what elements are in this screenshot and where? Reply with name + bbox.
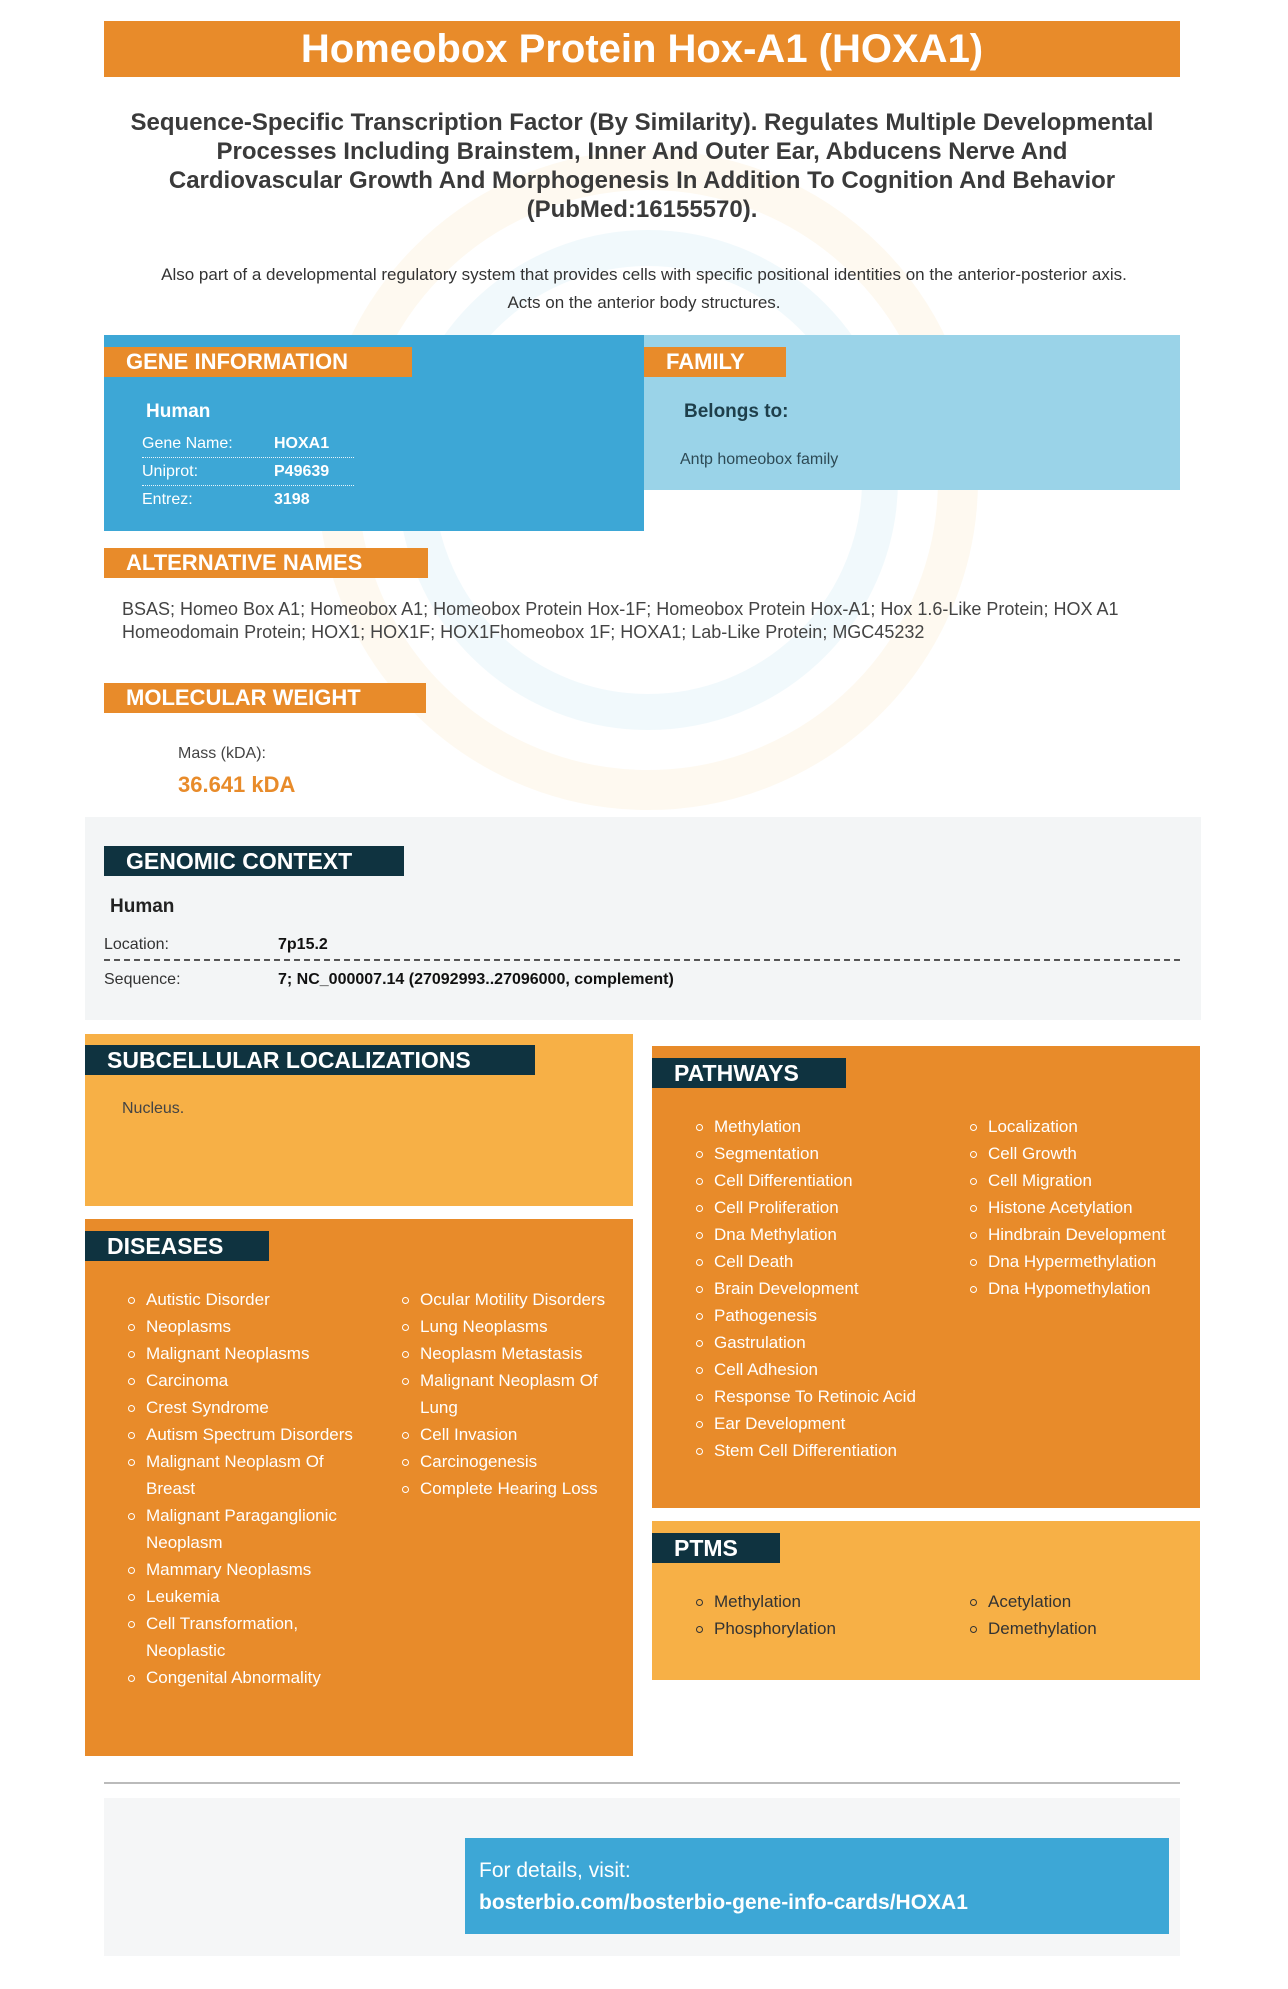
genomic-row (104, 928, 1180, 961)
pathway-item: Ear Development (696, 1410, 936, 1437)
function-summary-detail: Also part of a developmental regulatory system that provides cells with specific positional identities on the anterior-posterior axis. Acts on the anterior body structures. (161, 265, 1127, 312)
disease-item: Congenital Abnormality (128, 1664, 358, 1691)
gene-info-key: Uniprot: (142, 463, 199, 480)
ptms-heading: PTMS (652, 1533, 780, 1563)
pathway-item: Pathogenesis (696, 1302, 936, 1329)
family-belongs-label: Belongs to: (684, 401, 789, 422)
genomic-key: Sequence: (104, 971, 181, 988)
gene-info-key: Gene Name: (142, 435, 233, 452)
disease-item: Lung Neoplasms (402, 1313, 624, 1340)
gene-info-value: 3198 (274, 491, 310, 508)
mass-label: Mass (kDA): (178, 745, 266, 762)
pathway-item: Histone Acetylation (970, 1194, 1192, 1221)
family-heading: FAMILY (644, 347, 786, 377)
disease-item: Carcinoma (128, 1367, 358, 1394)
pathway-item: Localization (970, 1113, 1192, 1140)
pathway-item: Cell Growth (970, 1140, 1192, 1167)
gene-info-value: HOXA1 (274, 435, 330, 452)
gene-info-row (142, 458, 354, 486)
disease-item: Neoplasm Metastasis (402, 1340, 624, 1367)
details-link-box[interactable] (465, 1838, 1169, 1934)
pathway-item: Segmentation (696, 1140, 936, 1167)
pathway-item: Dna Methylation (696, 1221, 936, 1248)
pathways-heading: PATHWAYS (652, 1058, 846, 1088)
disease-item: Crest Syndrome (128, 1394, 358, 1421)
details-url[interactable]: bosterbio.com/bosterbio-gene-info-cards/HOXA1 (479, 1891, 968, 1914)
diseases-list-col2 (402, 1286, 624, 1502)
molecular-weight-heading: MOLECULAR WEIGHT (104, 683, 426, 713)
pathway-item: Stem Cell Differentiation (696, 1437, 936, 1464)
family-value: Antp homeobox family (680, 451, 839, 468)
pathway-item: Dna Hypomethylation (970, 1275, 1192, 1302)
diseases-heading: DISEASES (85, 1231, 269, 1261)
genomic-key: Location: (104, 936, 169, 953)
gene-information-heading: GENE INFORMATION (104, 347, 412, 377)
mass-value: 36.641 kDA (178, 772, 296, 797)
subcellular-heading: SUBCELLULAR LOCALIZATIONS (85, 1045, 535, 1075)
gene-info-species: Human (146, 401, 211, 422)
gene-info-row (142, 430, 354, 458)
disease-item: Leukemia (128, 1583, 358, 1610)
pathway-item: Cell Adhesion (696, 1356, 936, 1383)
pathway-item: Brain Development (696, 1275, 936, 1302)
genomic-value: 7p15.2 (278, 936, 328, 953)
disease-item: Complete Hearing Loss (402, 1475, 624, 1502)
ptm-item: Acetylation (970, 1588, 1192, 1615)
ptms-list-col1 (696, 1588, 936, 1642)
ptms-list-col2 (970, 1588, 1192, 1642)
genomic-species: Human (110, 896, 175, 917)
footer-divider (104, 1782, 1180, 1784)
genomic-context-heading: GENOMIC CONTEXT (104, 846, 404, 876)
disease-item: Autism Spectrum Disorders (128, 1421, 358, 1448)
disease-item: Cell Transformation, Neoplastic (128, 1610, 358, 1664)
genomic-value: 7; NC_000007.14 (27092993..27096000, complement) (278, 971, 674, 988)
diseases-list-col1 (128, 1286, 358, 1691)
disease-item: Ocular Motility Disorders (402, 1286, 624, 1313)
pathway-item: Hindbrain Development (970, 1221, 1192, 1248)
details-label: For details, visit: (479, 1859, 631, 1882)
disease-item: Autistic Disorder (128, 1286, 358, 1313)
page-title: Homeobox Protein Hox-A1 (HOXA1) (104, 21, 1180, 77)
alternative-names-text: BSAS; Homeo Box A1; Homeobox A1; Homeobox Protein Hox-1F; Homeobox Protein Hox-A1; Hox 1.6-Like Protein; HOX A1 Homeodomain Protein; HOX1; HOX1F; HOX1Fhomeobox 1F; HOXA1; Lab-Like Protein; MGC45232 (122, 599, 1119, 642)
pathway-item: Cell Proliferation (696, 1194, 936, 1221)
pathway-item: Gastrulation (696, 1329, 936, 1356)
subcellular-text: Nucleus. (122, 1100, 185, 1117)
disease-item: Mammary Neoplasms (128, 1556, 358, 1583)
disease-item: Malignant Neoplasm Of Lung (402, 1367, 624, 1421)
genomic-row (104, 963, 1180, 996)
pathway-item: Cell Death (696, 1248, 936, 1275)
pathway-item: Methylation (696, 1113, 936, 1140)
ptm-item: Methylation (696, 1588, 936, 1615)
function-summary: Sequence-Specific Transcription Factor (By Similarity). Regulates Multiple Developmental Processes Including Brainstem, Inner And Outer Ear, Abducens Nerve And Cardiovascular Growth And Morphogenesis In Addition To Cognition And Behavior (PubMed:16155570). (130, 109, 1154, 223)
disease-item: Carcinogenesis (402, 1448, 624, 1475)
alternative-names-heading: ALTERNATIVE NAMES (104, 548, 428, 578)
gene-info-key: Entrez: (142, 491, 193, 508)
pathway-item: Cell Differentiation (696, 1167, 936, 1194)
pathway-item: Cell Migration (970, 1167, 1192, 1194)
pathways-list-col1 (696, 1113, 936, 1464)
ptm-item: Phosphorylation (696, 1615, 936, 1642)
ptm-item: Demethylation (970, 1615, 1192, 1642)
pathways-list-col2 (970, 1113, 1192, 1302)
gene-info-row (142, 486, 354, 514)
disease-item: Neoplasms (128, 1313, 358, 1340)
pathway-item: Dna Hypermethylation (970, 1248, 1192, 1275)
gene-info-value: P49639 (274, 463, 330, 480)
disease-item: Malignant Paraganglionic Neoplasm (128, 1502, 358, 1556)
disease-item: Malignant Neoplasms (128, 1340, 358, 1367)
disease-item: Malignant Neoplasm Of Breast (128, 1448, 358, 1502)
disease-item: Cell Invasion (402, 1421, 624, 1448)
pathway-item: Response To Retinoic Acid (696, 1383, 936, 1410)
